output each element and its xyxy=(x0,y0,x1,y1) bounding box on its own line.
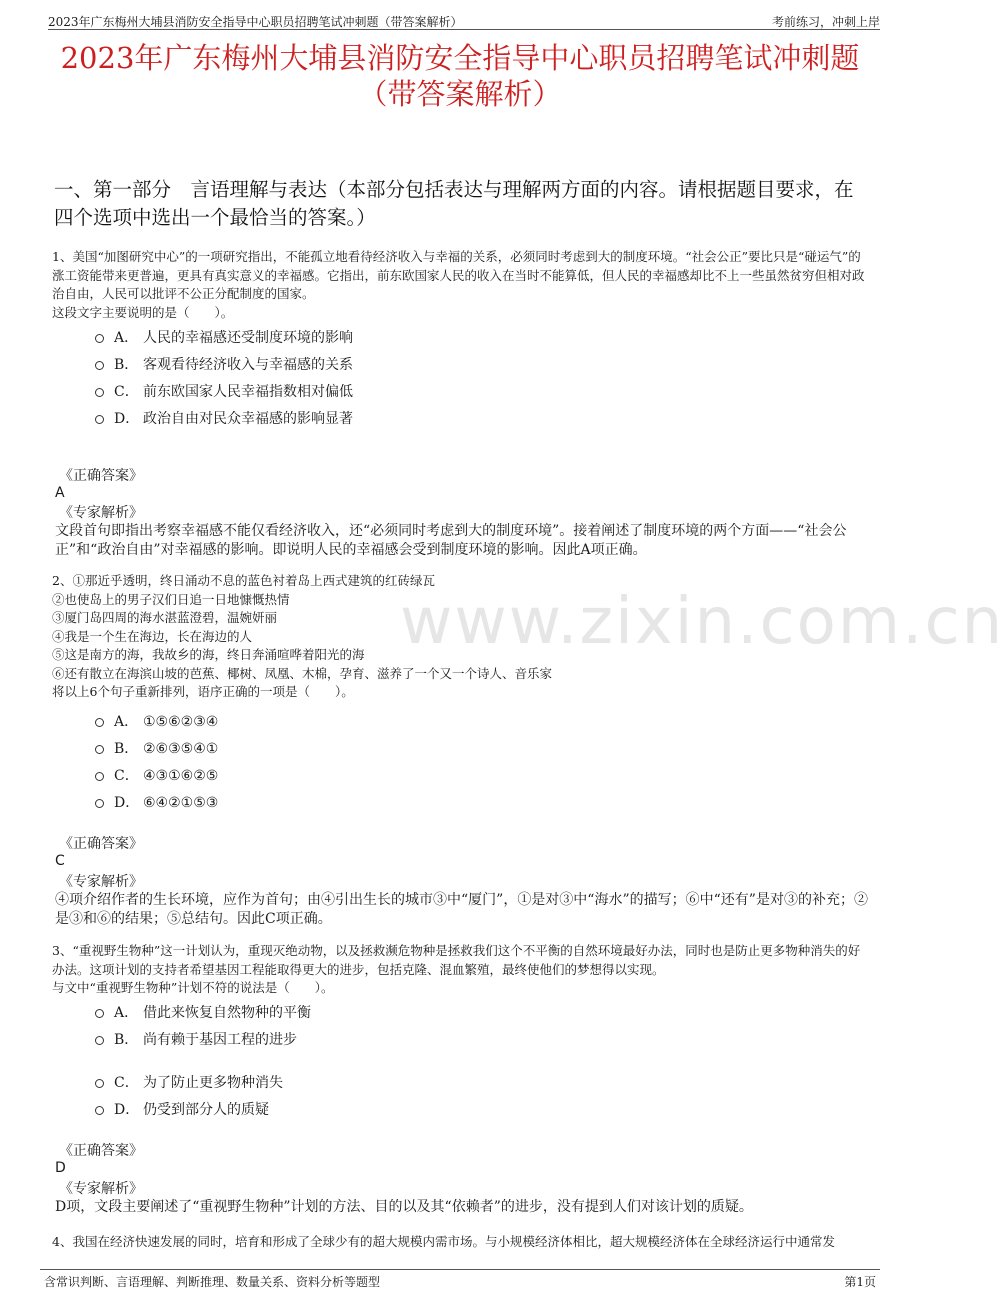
q1-answer-label: 《正确答案》 xyxy=(59,468,143,484)
option-text: 客观看待经济收入与幸福感的关系 xyxy=(143,357,353,373)
option-text: 尚有赖于基因工程的进步 xyxy=(143,1032,297,1048)
option-text: 人民的幸福感还受制度环境的影响 xyxy=(143,330,353,346)
title-line-1: 2023年广东梅州大埔县消防安全指导中心职员招聘笔试冲刺题 xyxy=(60,41,860,75)
page-header xyxy=(0,0,920,28)
option-text: ①⑤⑥②③④ xyxy=(143,714,219,730)
radio-icon[interactable] xyxy=(95,718,104,727)
question-prompt: 将以上6个句子重新排列，语序正确的一项是（ ）。 xyxy=(52,684,354,699)
option-text: 借此来恢复自然物种的平衡 xyxy=(143,1005,311,1021)
question-line: ⑥还有散立在海滨山坡的芭蕉、椰树、凤凰、木棉，孕育、滋养了一个又一个诗人、音乐家 xyxy=(52,665,553,681)
radio-icon[interactable] xyxy=(95,388,104,397)
question-line: ④我是一个生在海边，长在海边的人 xyxy=(52,628,253,644)
footer-divider xyxy=(40,1269,880,1270)
option-letter: D． xyxy=(114,1102,140,1118)
option-letter: C． xyxy=(114,1075,139,1091)
question-3-stem xyxy=(52,942,872,998)
radio-icon[interactable] xyxy=(95,415,104,424)
q1-analysis: 文段首句即指出考察幸福感不能仅看经济收入，还“必须同时考虑到大的制度环境”。接着阐述了制度环境的两个方面——“社会公正”和“政治自由”对幸福感的影响。即说明人民的幸福感会受到制度环境的影响。因此A项正确。 xyxy=(55,523,847,558)
option-text: ②⑥③⑤④① xyxy=(143,741,219,757)
radio-icon[interactable] xyxy=(95,772,104,781)
question-text: 1、美国“加图研究中心”的一项研究指出，不能孤立地看待经济收入与幸福的关系，必须同时考虑到大的制度环境。“社会公正”要比只是“碰运气”的涨工资能带来更普遍，更具有真实意义的幸福感。它指出，前东欧国家人民的收入在当时不能算低，但人民的幸福感却比不上一些虽然贫穷但相对政治自由，人民可以批评不公正分配制度的国家。 xyxy=(52,249,865,301)
option-text: 仍受到部分人的质疑 xyxy=(143,1102,269,1118)
header-doc-title: 2023年广东梅州大埔县消防安全指导中心职员招聘笔试冲刺题（带答案解析） xyxy=(48,15,463,29)
q2-analysis-label: 《专家解析》 xyxy=(59,874,143,890)
watermark: www.zixin.com.cn xyxy=(400,585,1004,659)
option-letter: D． xyxy=(114,795,140,811)
q2-analysis: ④项介绍作者的生长环境，应作为首句；由④引出生长的城市③中“厦门”，①是对③中“海水”的描写；⑥中“还有”是对③的补充；②是③和⑥的结果；⑤总结句。因此C项正确。 xyxy=(55,892,868,927)
option-text: ④③①⑥②⑤ xyxy=(143,768,219,784)
q3-analysis: D项，文段主要阐述了“重视野生物种”计划的方法、目的以及其“依赖者”的进步，没有提到人们对该计划的质疑。 xyxy=(55,1199,753,1215)
question-line: ②也使岛上的男子汉们日追一日地慷慨热情 xyxy=(52,591,290,607)
question-4-stem xyxy=(52,1233,872,1252)
q2-answer: C xyxy=(55,853,65,869)
q1-answer: A xyxy=(55,485,65,501)
question-text: 3、“重视野生物种”这一计划认为，重现灭绝动物，以及拯救濒危物种是拯救我们这个不平衡的自然环境最好办法，同时也是防止更多物种消失的好办法。这项计划的支持者希望基因工程能取得更大的进步，包括克隆、混血繁殖，最终使他们的梦想得以实现。 xyxy=(52,943,861,977)
page-title xyxy=(40,40,880,112)
question-2-stem xyxy=(52,572,872,702)
question-line: 2、①那近乎透明，终日涌动不息的蓝色衬着岛上西式建筑的红砖绿瓦 xyxy=(52,573,435,588)
option-letter: B． xyxy=(114,741,139,757)
option-letter: C． xyxy=(114,768,139,784)
radio-icon[interactable] xyxy=(95,1036,104,1045)
question-1-stem xyxy=(52,248,872,322)
option-text: 政治自由对民众幸福感的影响显著 xyxy=(143,411,353,427)
radio-icon[interactable] xyxy=(95,745,104,754)
q3-analysis-label: 《专家解析》 xyxy=(59,1181,143,1197)
radio-icon[interactable] xyxy=(95,361,104,370)
radio-icon[interactable] xyxy=(95,1106,104,1115)
option-text: 前东欧国家人民幸福指数相对偏低 xyxy=(143,384,353,400)
q2-answer-label: 《正确答案》 xyxy=(59,836,143,852)
question-prompt: 与文中“重视野生物种”计划不符的说法是（ ）。 xyxy=(52,980,334,995)
option-letter: D． xyxy=(114,411,140,427)
page-number: 第1页 xyxy=(844,1275,876,1289)
header-divider xyxy=(48,29,880,30)
radio-icon[interactable] xyxy=(95,1079,104,1088)
section-heading: 一、第一部分 言语理解与表达（本部分包括表达与理解两方面的内容。请根据题目要求，在四个选项中选出一个最恰当的答案。） xyxy=(54,178,854,229)
q3-answer: D xyxy=(55,1160,66,1176)
option-letter: B． xyxy=(114,1032,139,1048)
footer-note: 含常识判断、言语理解、判断推理、数量关系、资料分析等题型 xyxy=(44,1275,381,1289)
question-line: ⑤这是南方的海，我故乡的海，终日奔涌喧哗着阳光的海 xyxy=(52,647,365,662)
option-text: ⑥④②①⑤③ xyxy=(143,795,219,811)
q1-analysis-label: 《专家解析》 xyxy=(59,505,143,521)
radio-icon[interactable] xyxy=(95,799,104,808)
option-letter: A． xyxy=(114,714,139,730)
option-letter: A． xyxy=(114,330,139,346)
option-letter: A． xyxy=(114,1005,139,1021)
question-line: ③厦门岛四周的海水湛蓝澄碧，温婉妍丽 xyxy=(52,610,278,625)
question-text: 4、我国在经济快速发展的同时，培育和形成了全球少有的超大规模内需市场。与小规模经济体相比，超大规模经济体在全球经济运行中通常发 xyxy=(52,1234,835,1249)
option-text: 为了防止更多物种消失 xyxy=(143,1075,283,1091)
radio-icon[interactable] xyxy=(95,1009,104,1018)
radio-icon[interactable] xyxy=(95,334,104,343)
q3-answer-label: 《正确答案》 xyxy=(59,1143,143,1159)
option-letter: C． xyxy=(114,384,139,400)
question-prompt: 这段文字主要说明的是（ ）。 xyxy=(52,304,234,320)
header-slogan: 考前练习，冲刺上岸 xyxy=(771,15,880,29)
option-letter: B． xyxy=(114,357,139,373)
title-line-2: （带答案解析） xyxy=(358,77,562,111)
